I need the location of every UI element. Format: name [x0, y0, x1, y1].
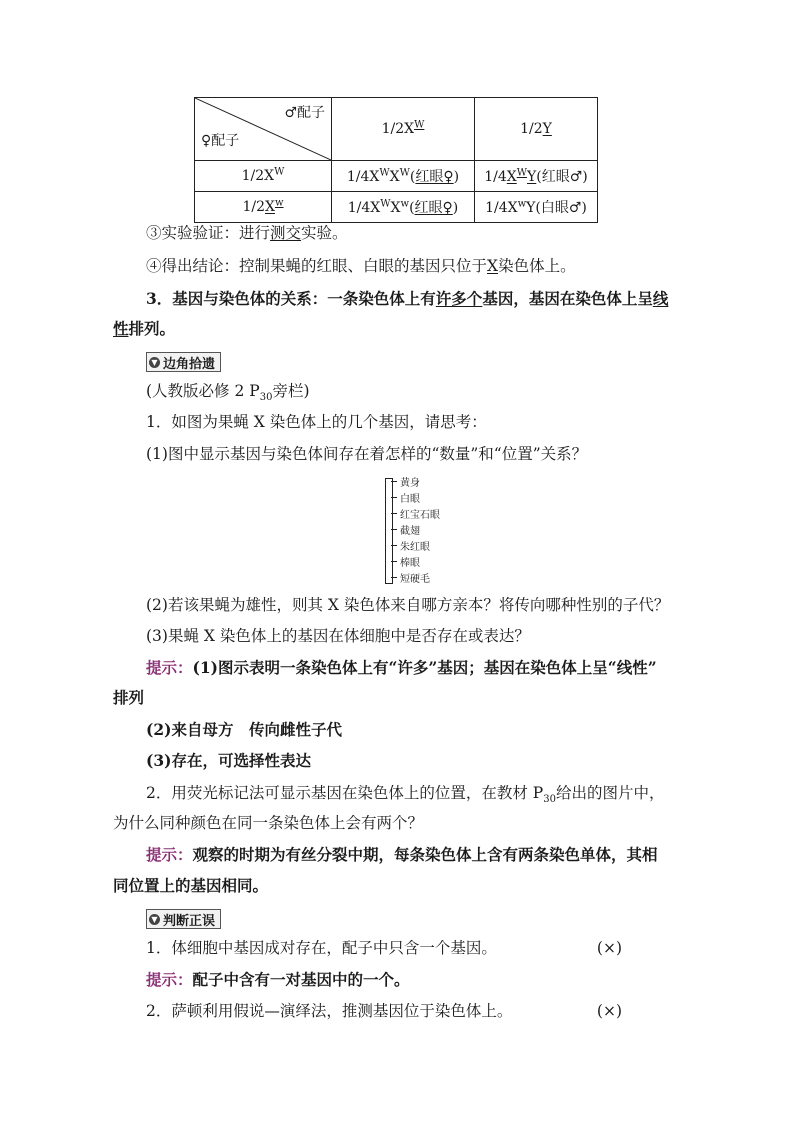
female-gamete-header: ♀配子 — [201, 133, 240, 149]
cell-r1-c1: $1/4X^WX^W$(红眼♀) — [332, 161, 475, 192]
hint-1-2: (2)来自母方 传向雌性子代 — [146, 720, 342, 739]
hint-1-1: 提示：(1)图示表明一条染色体上有“许多”基因；基因在染色体上呈“线性” — [146, 658, 657, 677]
gene-tick — [391, 497, 397, 498]
hint-1-3: (3)存在，可选择性表达 — [146, 751, 311, 770]
col-header-xw: $1/2X^W$ — [332, 98, 475, 161]
chevron-down-icon: ▼ — [149, 357, 160, 368]
chevron-down-icon: ▼ — [149, 914, 160, 925]
judge-1-mark: (×) — [596, 939, 622, 957]
step-conclusion: ④得出结论：控制果蝇的红眼、白眼的基因只位于X染色体上。 — [146, 257, 576, 275]
question-1: 1．如图为果蝇 X 染色体上的几个基因，请思考： — [146, 413, 487, 431]
hint-1-1-cont: 排列 — [113, 688, 145, 707]
col-header-y: 1/2Y — [475, 98, 598, 161]
gene-name: 短硬毛 — [400, 573, 430, 585]
gene-label — [391, 489, 420, 505]
gene-name: 朱红眼 — [400, 541, 430, 553]
cell-r1-c2: $1/4X^WY$(红眼♂) — [475, 161, 598, 192]
gene-tick — [391, 577, 397, 578]
row-header-xw: $1/2X^W$ — [195, 161, 332, 192]
question-1-3: (3)果蝇 X 染色体上的基因在体细胞中是否存在或表达？ — [146, 627, 530, 645]
judge-1: 1．体细胞中基因成对存在，配子中只含一个基因。 (×) — [146, 939, 622, 957]
point-3: 3．基因与染色体的关系：一条染色体上有许多个基因，基因在染色体上呈线 — [146, 289, 669, 308]
cell-r2-c1: $1/4X^WX^w$(红眼♀) — [332, 192, 475, 223]
gene-tick — [391, 545, 397, 546]
point-3-cont: 性排列。 — [113, 319, 176, 338]
gene-name: 白眼 — [400, 493, 420, 505]
judge-2-mark: (×) — [596, 1002, 622, 1020]
gene-label — [391, 569, 430, 585]
male-gamete-header: ♂配子 — [284, 105, 325, 121]
table-corner-cell — [195, 98, 332, 161]
question-2: 2．用荧光标记法可显示基因在染色体上的位置，在教材 $P_{30}$给出的图片中， — [146, 784, 665, 806]
gene-label — [391, 473, 420, 489]
gene-tick — [391, 529, 397, 530]
question-1-1: (1)图中显示基因与染色体间存在着怎样的“数量”和“位置”关系？ — [146, 445, 588, 463]
gene-tick — [391, 513, 397, 514]
question-1-2: (2)若该果蝇为雄性，则其 X 染色体来自哪方亲本？将传向哪种性别的子代？ — [146, 596, 670, 614]
gene-label — [391, 553, 420, 569]
gene-label — [391, 537, 430, 553]
hint-2-cont: 同位置上的基因相同。 — [113, 876, 269, 895]
source-note: (人教版必修 2 $P_{30}$旁栏) — [146, 382, 310, 404]
gene-name: 截翅 — [400, 525, 420, 537]
row-header-xw-lower: $1/2X^w$ — [195, 192, 332, 223]
question-2-cont: 为什么同种颜色在同一条染色体上会有两个？ — [113, 814, 424, 832]
gene-label — [391, 505, 440, 521]
cell-r2-c2: $1/4X^wY$(白眼♂) — [475, 192, 598, 223]
judge-1-hint: 提示：配子中含有一对基因中的一个。 — [146, 970, 410, 989]
gene-tick — [391, 481, 397, 482]
step-verification: ③实验验证：进行测交实验。 — [146, 224, 348, 242]
judge-2: 2．萨顿利用假说—演绎法，推测基因位于染色体上。 (×) — [146, 1002, 622, 1020]
gene-name: 棒眼 — [400, 557, 420, 569]
gene-label — [391, 521, 420, 537]
section-tag-judge: ▼ 判断正误 — [146, 909, 221, 929]
hint-2: 提示：观察的时期为有丝分裂中期，每条染色体上含有两条染色单体，其相 — [146, 845, 658, 864]
gene-tick — [391, 561, 397, 562]
gene-name: 红宝石眼 — [400, 509, 440, 521]
gene-name: 黄身 — [400, 477, 420, 489]
section-tag-extras: ▼ 边角拾遗 — [146, 352, 221, 372]
punnett-square — [194, 97, 598, 223]
